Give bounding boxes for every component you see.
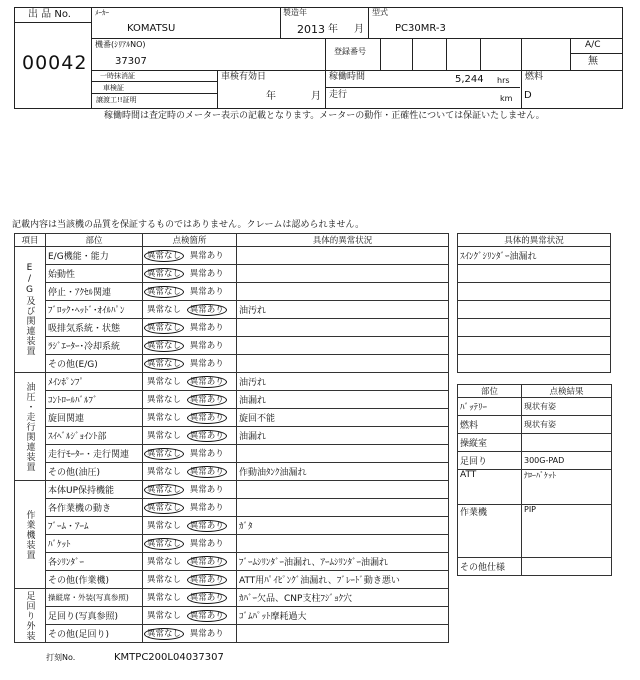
- part-cell: その他(E/G): [46, 355, 143, 373]
- status-cell: [143, 355, 237, 373]
- part-cell: E/G機能・能力: [46, 247, 143, 265]
- status-cell: [143, 481, 237, 499]
- status-ng-option[interactable]: 異常あり: [187, 520, 227, 532]
- hours-value: 5,244: [455, 74, 484, 85]
- status-ok-option[interactable]: 異常なし: [147, 520, 182, 531]
- inspection-row: [15, 517, 449, 535]
- km-unit: km: [500, 94, 513, 103]
- results-row: [458, 558, 612, 576]
- status-ok-option[interactable]: 異常なし: [144, 628, 184, 640]
- status-ng-option[interactable]: 異常あり: [187, 466, 227, 478]
- part-cell: 本体UP保持機能: [46, 481, 143, 499]
- status-ok-option[interactable]: 異常なし: [144, 358, 184, 370]
- detail-cell: 油漏れ: [237, 391, 449, 409]
- status-ng-option[interactable]: 異常あり: [187, 610, 227, 622]
- status-cell: [143, 571, 237, 589]
- detail-cell: ｺﾞﾑﾊﾟｯﾄ摩耗過大: [237, 607, 449, 625]
- detail-cell: [237, 265, 449, 283]
- part-cell: 走行ﾓｰﾀｰ・走行関連: [46, 445, 143, 463]
- results-row: [458, 505, 612, 558]
- detail-cell: 油汚れ: [237, 373, 449, 391]
- results-part: 操縦室: [458, 434, 522, 452]
- part-cell: ｽｲﾍﾞﾙｼﾞｮｲﾝﾄ部: [46, 427, 143, 445]
- year-label: 製造年: [283, 8, 307, 17]
- status-cell: [143, 499, 237, 517]
- status-ok-option[interactable]: 異常なし: [144, 448, 184, 460]
- year-value: 2013: [297, 23, 325, 36]
- status-cell: [143, 283, 237, 301]
- registration-label: 登録番号: [334, 47, 366, 56]
- part-cell: ﾌﾞﾛｯｸ･ﾍｯﾄﾞ･ｵｲﾙﾊﾟﾝ: [46, 301, 143, 319]
- status-ok-option[interactable]: 異常なし: [144, 322, 184, 334]
- part-cell: その他(油圧): [46, 463, 143, 481]
- inspection-header-row: [15, 234, 449, 247]
- detail-cell: [237, 625, 449, 643]
- inspection-row: [15, 427, 449, 445]
- ac-value: 無: [588, 56, 598, 67]
- part-cell: ﾒｲﾝﾎﾟﾝﾌﾟ: [46, 373, 143, 391]
- status-ng-option[interactable]: 異常あり: [187, 394, 227, 406]
- part-cell: 足回り(写真参照): [46, 607, 143, 625]
- inspection-year: 年: [266, 91, 276, 102]
- part-cell: ﾊﾞｹｯﾄ: [46, 535, 143, 553]
- status-ng-option[interactable]: 異常あり: [187, 412, 227, 424]
- results-value: 300G-PAD: [522, 452, 612, 470]
- cert-item-1: 一時抹消証: [100, 72, 135, 80]
- abnormal-detail-line: [458, 337, 611, 355]
- detail-cell: ｶﾊﾞｰ欠品、CNP支柱ﾌｼﾞｮｸ穴: [237, 589, 449, 607]
- abnormal-detail-row: [458, 355, 611, 373]
- status-cell: [143, 445, 237, 463]
- status-ok-option[interactable]: 異常なし: [147, 574, 182, 585]
- results-part-header: 部位: [458, 385, 522, 398]
- results-part: その他仕様: [458, 558, 522, 576]
- detail-cell: ｶﾞﾀ: [237, 517, 449, 535]
- abnormal-detail-row: [458, 247, 611, 265]
- status-ok-option[interactable]: 異常なし: [147, 556, 182, 567]
- results-part: ATT: [458, 470, 522, 505]
- status-ok-option[interactable]: 異常なし: [144, 268, 184, 280]
- part-cell: ﾗｼﾞｴｰﾀｰ･冷却系統: [46, 337, 143, 355]
- status-cell: [143, 607, 237, 625]
- detail-cell: 油漏れ: [237, 427, 449, 445]
- part-cell: 各ｼﾘﾝﾀﾞｰ: [46, 553, 143, 571]
- inspection-table: [14, 233, 449, 643]
- status-ng-option[interactable]: 異常あり: [189, 250, 224, 261]
- status-ok-option[interactable]: 異常なし: [147, 376, 182, 387]
- status-cell: [143, 553, 237, 571]
- inspection-row: [15, 337, 449, 355]
- part-cell: 始動性: [46, 265, 143, 283]
- detail-cell: 旋回不能: [237, 409, 449, 427]
- model-value: PC30MR-3: [395, 23, 446, 34]
- maker-label: ﾒｰｶｰ: [95, 9, 109, 17]
- detail-cell: 油汚れ: [237, 301, 449, 319]
- status-ng-option[interactable]: 異常あり: [189, 322, 224, 333]
- hours-unit: hrs: [497, 76, 510, 85]
- status-ng-option[interactable]: 異常あり: [189, 340, 224, 351]
- results-value: PIP: [522, 505, 612, 558]
- abnormal-detail-line: ｽｲﾝｸﾞｼﾘﾝﾀﾞｰ油漏れ: [458, 247, 611, 265]
- detail-cell: [237, 445, 449, 463]
- status-ng-option[interactable]: 異常あり: [187, 574, 227, 586]
- fuel-label: 燃料: [525, 72, 544, 82]
- detail-cell: ﾌﾞｰﾑｼﾘﾝﾀﾞｰ油漏れ、ｱｰﾑｼﾘﾝﾀﾞｰ油漏れ: [237, 553, 449, 571]
- inspection-row: [15, 589, 449, 607]
- results-row: [458, 398, 612, 416]
- detail-cell: [237, 247, 449, 265]
- hours-note: 稼働時間は査定時のメーター表示の記載となります。メーターの動作・正確性については保証いたしません。: [104, 111, 545, 121]
- disclaimer: 記載内容は当該機の品質を保証するものではありません。クレームは認められません。: [12, 220, 365, 230]
- abnormal-detail-box: [457, 233, 611, 373]
- status-cell: [143, 427, 237, 445]
- detail-cell: [237, 535, 449, 553]
- detail-cell: [237, 355, 449, 373]
- status-ng-option[interactable]: 異常あり: [189, 484, 224, 495]
- status-ok-option[interactable]: 異常なし: [147, 412, 182, 423]
- status-cell: [143, 337, 237, 355]
- results-part: 燃料: [458, 416, 522, 434]
- results-value: 現状有姿: [522, 416, 612, 434]
- inspection-row: [15, 391, 449, 409]
- status-ok-option[interactable]: 異常なし: [144, 484, 184, 496]
- inspection-row: [15, 607, 449, 625]
- status-ng-option[interactable]: 異常あり: [187, 556, 227, 568]
- col-item-header: 項目: [15, 234, 46, 247]
- lot-label: 出 品 No.: [28, 9, 71, 20]
- fuel-value: D: [524, 90, 532, 101]
- cert-item-2: 車検証: [103, 84, 124, 92]
- status-ok-option[interactable]: 異常なし: [147, 610, 182, 621]
- col-check-header: 点検箇所: [143, 234, 237, 247]
- status-cell: [143, 247, 237, 265]
- inspection-row: [15, 355, 449, 373]
- ac-label: A/C: [585, 40, 601, 50]
- status-ok-option[interactable]: 異常なし: [147, 592, 182, 603]
- group-label: 作業機装置: [15, 481, 46, 589]
- results-row: [458, 452, 612, 470]
- abnormal-detail-line: [458, 265, 611, 283]
- col-part-header: 部位: [46, 234, 143, 247]
- inspection-row: [15, 553, 449, 571]
- results-part: ﾊﾞｯﾃﾘｰ: [458, 398, 522, 416]
- results-part: 足回り: [458, 452, 522, 470]
- inspection-label: 車検有効日: [221, 72, 267, 82]
- status-ok-option[interactable]: 異常なし: [144, 502, 184, 514]
- status-cell: [143, 625, 237, 643]
- serial-label: 機番(ｼﾘｱﾙNO): [95, 40, 146, 49]
- results-result-header: 点検結果: [522, 385, 612, 398]
- status-ok-option[interactable]: 異常なし: [147, 430, 182, 441]
- status-ok-option[interactable]: 異常なし: [144, 340, 184, 352]
- status-cell: [143, 391, 237, 409]
- km-label: 走行: [329, 90, 348, 100]
- results-part: 作業機: [458, 505, 522, 558]
- status-ok-option[interactable]: 異常なし: [147, 304, 182, 315]
- inspection-row: [15, 283, 449, 301]
- detail-cell: 作動油ﾀﾝｸ油漏れ: [237, 463, 449, 481]
- lot-number: 00042: [22, 52, 88, 74]
- status-ng-option[interactable]: 異常あり: [187, 430, 227, 442]
- part-cell: その他(足回り): [46, 625, 143, 643]
- detail-cell: [237, 319, 449, 337]
- results-value: [522, 558, 612, 576]
- status-ng-option[interactable]: 異常あり: [187, 304, 227, 316]
- hours-label: 稼働時間: [329, 72, 366, 82]
- detail-cell: [237, 499, 449, 517]
- results-value: 現状有姿: [522, 398, 612, 416]
- status-ng-option[interactable]: 異常あり: [189, 502, 224, 513]
- status-cell: [143, 463, 237, 481]
- abnormal-detail-line: [458, 355, 611, 373]
- abnormal-detail-line: [458, 319, 611, 337]
- abnormal-detail-row: [458, 283, 611, 301]
- month-unit: 月: [354, 24, 364, 35]
- inspection-row: [15, 319, 449, 337]
- part-cell: ｺﾝﾄﾛｰﾙﾊﾞﾙﾌﾞ: [46, 391, 143, 409]
- status-cell: [143, 517, 237, 535]
- status-ok-option[interactable]: 異常なし: [144, 286, 184, 298]
- status-ok-option[interactable]: 異常なし: [144, 538, 184, 550]
- stamp-value: KMTPC200L04037307: [114, 652, 224, 663]
- group-label: 油圧・走行関連装置: [15, 373, 46, 481]
- inspection-row: [15, 499, 449, 517]
- inspection-row: [15, 247, 449, 265]
- part-cell: 吸排気系統・状態: [46, 319, 143, 337]
- inspection-row: [15, 481, 449, 499]
- inspection-row: [15, 409, 449, 427]
- model-label: 型式: [372, 8, 388, 17]
- status-ng-option[interactable]: 異常あり: [189, 286, 224, 297]
- inspection-row: [15, 445, 449, 463]
- status-ng-option[interactable]: 異常あり: [187, 376, 227, 388]
- inspection-row: [15, 265, 449, 283]
- results-row: [458, 434, 612, 452]
- status-ng-option[interactable]: 異常あり: [189, 448, 224, 459]
- group-label: E/G及び関連装置: [15, 247, 46, 373]
- inspection-row: [15, 571, 449, 589]
- results-table: [457, 384, 612, 576]
- col-detail-header: 具体的異常状況: [237, 234, 449, 247]
- part-cell: 停止・ｱｸｾﾙ関連: [46, 283, 143, 301]
- status-cell: [143, 535, 237, 553]
- abnormal-detail-row: [458, 319, 611, 337]
- status-cell: [143, 265, 237, 283]
- status-cell: [143, 319, 237, 337]
- abnormal-detail-header: 具体的異常状況: [458, 234, 611, 247]
- group-label: 足回り外装: [15, 589, 46, 643]
- part-cell: ﾌﾞｰﾑ・ｱｰﾑ: [46, 517, 143, 535]
- inspection-row: [15, 301, 449, 319]
- part-cell: その他(作業機): [46, 571, 143, 589]
- part-cell: 操縦席・外装(写真参照): [46, 589, 143, 607]
- abnormal-detail-row: [458, 265, 611, 283]
- results-value: ﾅﾛｰﾊﾞｹｯﾄ: [522, 470, 612, 505]
- inspection-month: 月: [311, 91, 321, 102]
- part-cell: 各作業機の動き: [46, 499, 143, 517]
- cert-item-3: 譲渡工!!証明: [96, 96, 137, 104]
- inspection-row: [15, 463, 449, 481]
- status-cell: [143, 301, 237, 319]
- abnormal-detail-row: [458, 337, 611, 355]
- maker-value: KOMATSU: [127, 23, 176, 34]
- abnormal-detail-row: [458, 301, 611, 319]
- status-ok-option[interactable]: 異常なし: [144, 250, 184, 262]
- detail-cell: [237, 337, 449, 355]
- inspection-row: [15, 625, 449, 643]
- status-cell: [143, 589, 237, 607]
- abnormal-detail-line: [458, 301, 611, 319]
- results-row: [458, 416, 612, 434]
- status-ok-option[interactable]: 異常なし: [147, 394, 182, 405]
- detail-cell: ATT用ﾊﾟｲﾋﾟﾝｸﾞ油漏れ、ﾌﾞﾚｰﾄﾞ動き悪い: [237, 571, 449, 589]
- serial-value: 37307: [115, 56, 147, 67]
- inspection-row: [15, 535, 449, 553]
- status-ng-option[interactable]: 異常あり: [189, 358, 224, 369]
- results-row: [458, 470, 612, 505]
- inspection-row: [15, 373, 449, 391]
- results-value: [522, 434, 612, 452]
- detail-cell: [237, 481, 449, 499]
- status-ng-option[interactable]: 異常あり: [189, 538, 224, 549]
- part-cell: 旋回関連: [46, 409, 143, 427]
- status-ok-option[interactable]: 異常なし: [147, 466, 182, 477]
- detail-cell: [237, 283, 449, 301]
- abnormal-detail-line: [458, 283, 611, 301]
- status-ng-option[interactable]: 異常あり: [189, 268, 224, 279]
- year-unit: 年: [328, 24, 338, 35]
- stamp-label: 打刻No.: [46, 653, 76, 662]
- status-ng-option[interactable]: 異常あり: [189, 628, 224, 639]
- status-cell: [143, 409, 237, 427]
- status-ng-option[interactable]: 異常あり: [187, 592, 227, 604]
- status-cell: [143, 373, 237, 391]
